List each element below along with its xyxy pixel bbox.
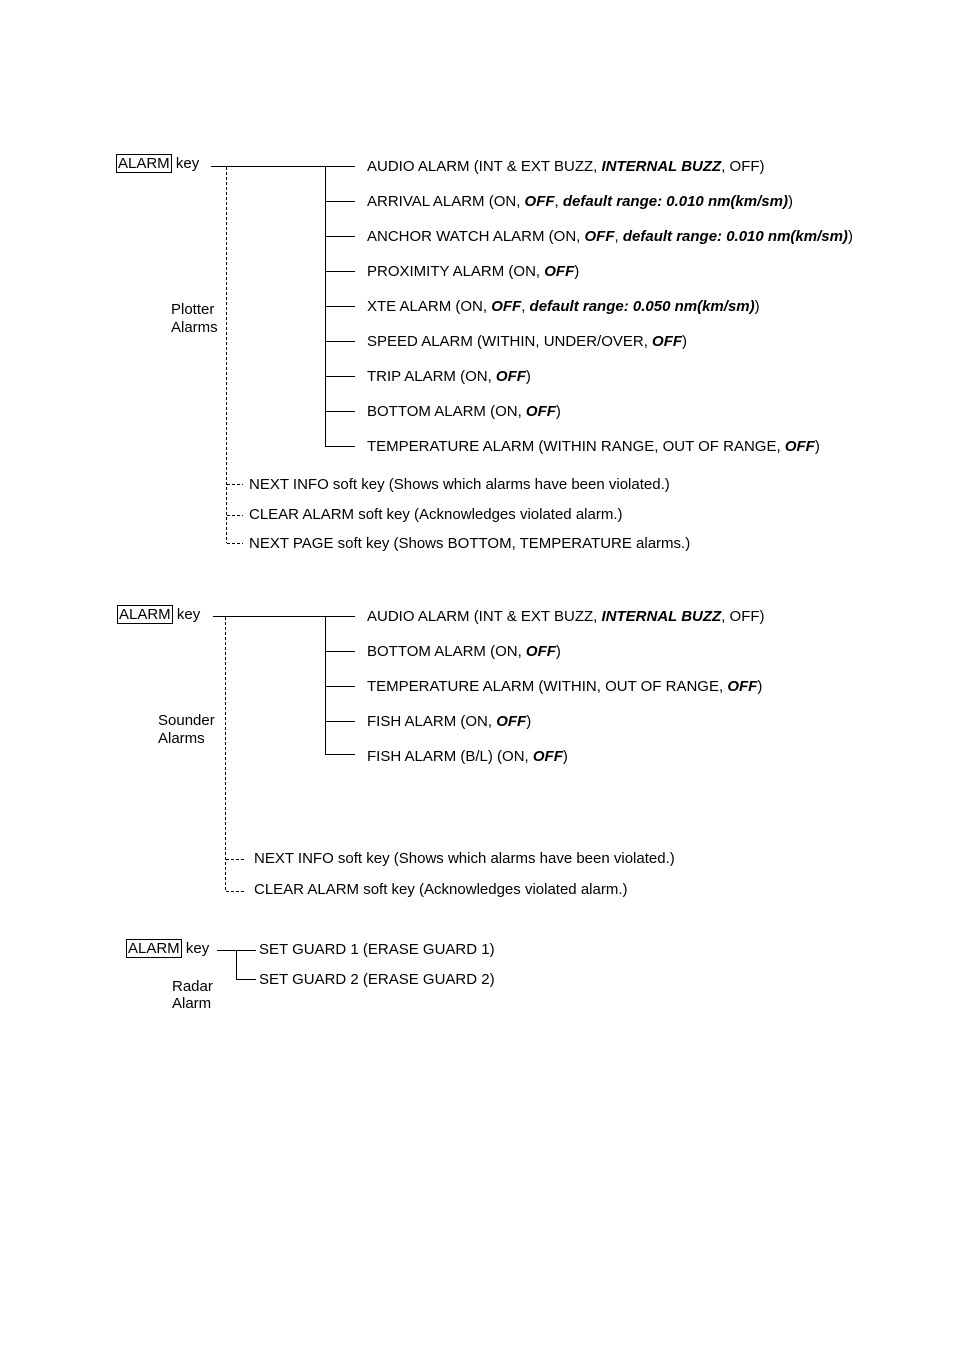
- plotter-alarm-item: [367, 368, 531, 386]
- emphasized-text: OFF: [525, 643, 556, 660]
- sounder-alarm-key: [117, 606, 200, 624]
- item-text: ): [525, 368, 531, 385]
- item-text: AUDIO ALARM (INT & EXT BUZZ,: [367, 158, 602, 175]
- item-text: FISH ALARM (B/L) (ON,: [367, 748, 533, 765]
- sounder-group-label-line2: Alarms: [158, 730, 205, 747]
- item-text: ,: [521, 298, 530, 315]
- plotter-alarm-item: [367, 403, 561, 421]
- plotter-group-label-line1: Plotter: [171, 301, 215, 318]
- softkey-next-info: NEXT INFO soft key (Shows which alarms have been violated.): [254, 850, 675, 867]
- softkey-next-info: NEXT INFO soft key (Shows which alarms have been violated.): [249, 476, 670, 493]
- plotter-alarm-item: [367, 158, 765, 176]
- item-text: AUDIO ALARM (INT & EXT BUZZ,: [367, 608, 602, 625]
- plotter-alarm-key: [116, 155, 199, 173]
- sounder-alarm-item: [367, 643, 561, 661]
- item-text: FISH ALARM (ON,: [367, 713, 497, 730]
- radar-group-label-line2: Alarm: [172, 995, 212, 1012]
- item-text: PROXIMITY ALARM (ON,: [367, 263, 545, 280]
- item-text: ,: [614, 228, 623, 245]
- item-text: ): [787, 193, 793, 210]
- emphasized-text: OFF: [491, 298, 522, 315]
- emphasized-text: OFF: [652, 333, 683, 350]
- item-text: BOTTOM ALARM (ON,: [367, 403, 526, 420]
- emphasized-text: OFF: [727, 678, 758, 695]
- radar-item-set-guard-1: SET GUARD 1 (ERASE GUARD 1): [259, 941, 495, 958]
- item-text: , OFF): [721, 608, 765, 625]
- plotter-alarm-item: [367, 263, 579, 281]
- radar-item-set-guard-2: SET GUARD 2 (ERASE GUARD 2): [259, 971, 495, 988]
- key-suffix: key: [175, 155, 200, 172]
- item-text: TEMPERATURE ALARM (WITHIN, OUT OF RANGE,: [367, 678, 728, 695]
- emphasized-text: default range: 0.050 nm(km/sm): [529, 298, 755, 315]
- item-text: ): [814, 438, 820, 455]
- sounder-alarm-item: [367, 608, 765, 626]
- item-text: ): [682, 333, 688, 350]
- alarm-key-box: ALARM: [119, 606, 171, 623]
- plotter-group-label-line2: Alarms: [171, 319, 218, 336]
- item-text: BOTTOM ALARM (ON,: [367, 643, 526, 660]
- alarm-key-box: ALARM: [128, 940, 180, 957]
- item-text: ): [555, 643, 561, 660]
- item-text: ): [757, 678, 763, 695]
- emphasized-text: OFF: [524, 193, 555, 210]
- item-text: ARRIVAL ALARM (ON,: [367, 193, 525, 210]
- sounder-group-label-line1: Sounder: [158, 712, 215, 729]
- softkey-clear-alarm: CLEAR ALARM soft key (Acknowledges violated alarm.): [249, 506, 623, 523]
- item-text: TEMPERATURE ALARM (WITHIN RANGE, OUT OF RANGE,: [367, 438, 785, 455]
- item-text: ): [847, 228, 853, 245]
- emphasized-text: default range: 0.010 nm(km/sm): [622, 228, 848, 245]
- item-text: , OFF): [721, 158, 765, 175]
- item-text: ,: [554, 193, 563, 210]
- sounder-alarm-item: [367, 713, 531, 731]
- radar-alarm-key: [126, 940, 209, 958]
- item-text: XTE ALARM (ON,: [367, 298, 492, 315]
- plotter-alarm-item: [367, 438, 820, 456]
- sounder-alarm-item: [367, 748, 568, 766]
- item-text: ): [562, 748, 568, 765]
- emphasized-text: OFF: [584, 228, 615, 245]
- emphasized-text: OFF: [544, 263, 575, 280]
- item-text: ANCHOR WATCH ALARM (ON,: [367, 228, 585, 245]
- radar-group-label-line1: Radar: [172, 978, 213, 995]
- plotter-alarm-item: [367, 228, 853, 246]
- emphasized-text: OFF: [525, 403, 556, 420]
- softkey-clear-alarm: CLEAR ALARM soft key (Acknowledges violated alarm.): [254, 881, 628, 898]
- emphasized-text: OFF: [532, 748, 563, 765]
- emphasized-text: OFF: [495, 368, 526, 385]
- item-text: TRIP ALARM (ON,: [367, 368, 496, 385]
- plotter-alarm-item: [367, 298, 760, 316]
- item-text: ): [555, 403, 561, 420]
- item-text: ): [754, 298, 760, 315]
- item-text: SPEED ALARM (WITHIN, UNDER/OVER,: [367, 333, 653, 350]
- alarm-key-box: ALARM: [118, 155, 170, 172]
- item-text: ): [526, 713, 532, 730]
- sounder-alarm-item: [367, 678, 762, 696]
- softkey-next-page: NEXT PAGE soft key (Shows BOTTOM, TEMPERATURE alarms.): [249, 535, 691, 552]
- plotter-alarm-item: [367, 193, 793, 211]
- emphasized-text: OFF: [784, 438, 815, 455]
- emphasized-text: INTERNAL BUZZ: [601, 158, 722, 175]
- emphasized-text: INTERNAL BUZZ: [601, 608, 722, 625]
- key-suffix: key: [185, 940, 210, 957]
- key-suffix: key: [176, 606, 201, 623]
- emphasized-text: default range: 0.010 nm(km/sm): [562, 193, 788, 210]
- item-text: ): [574, 263, 580, 280]
- emphasized-text: OFF: [496, 713, 527, 730]
- plotter-alarm-item: [367, 333, 687, 351]
- radar-tree-lines: [217, 950, 256, 980]
